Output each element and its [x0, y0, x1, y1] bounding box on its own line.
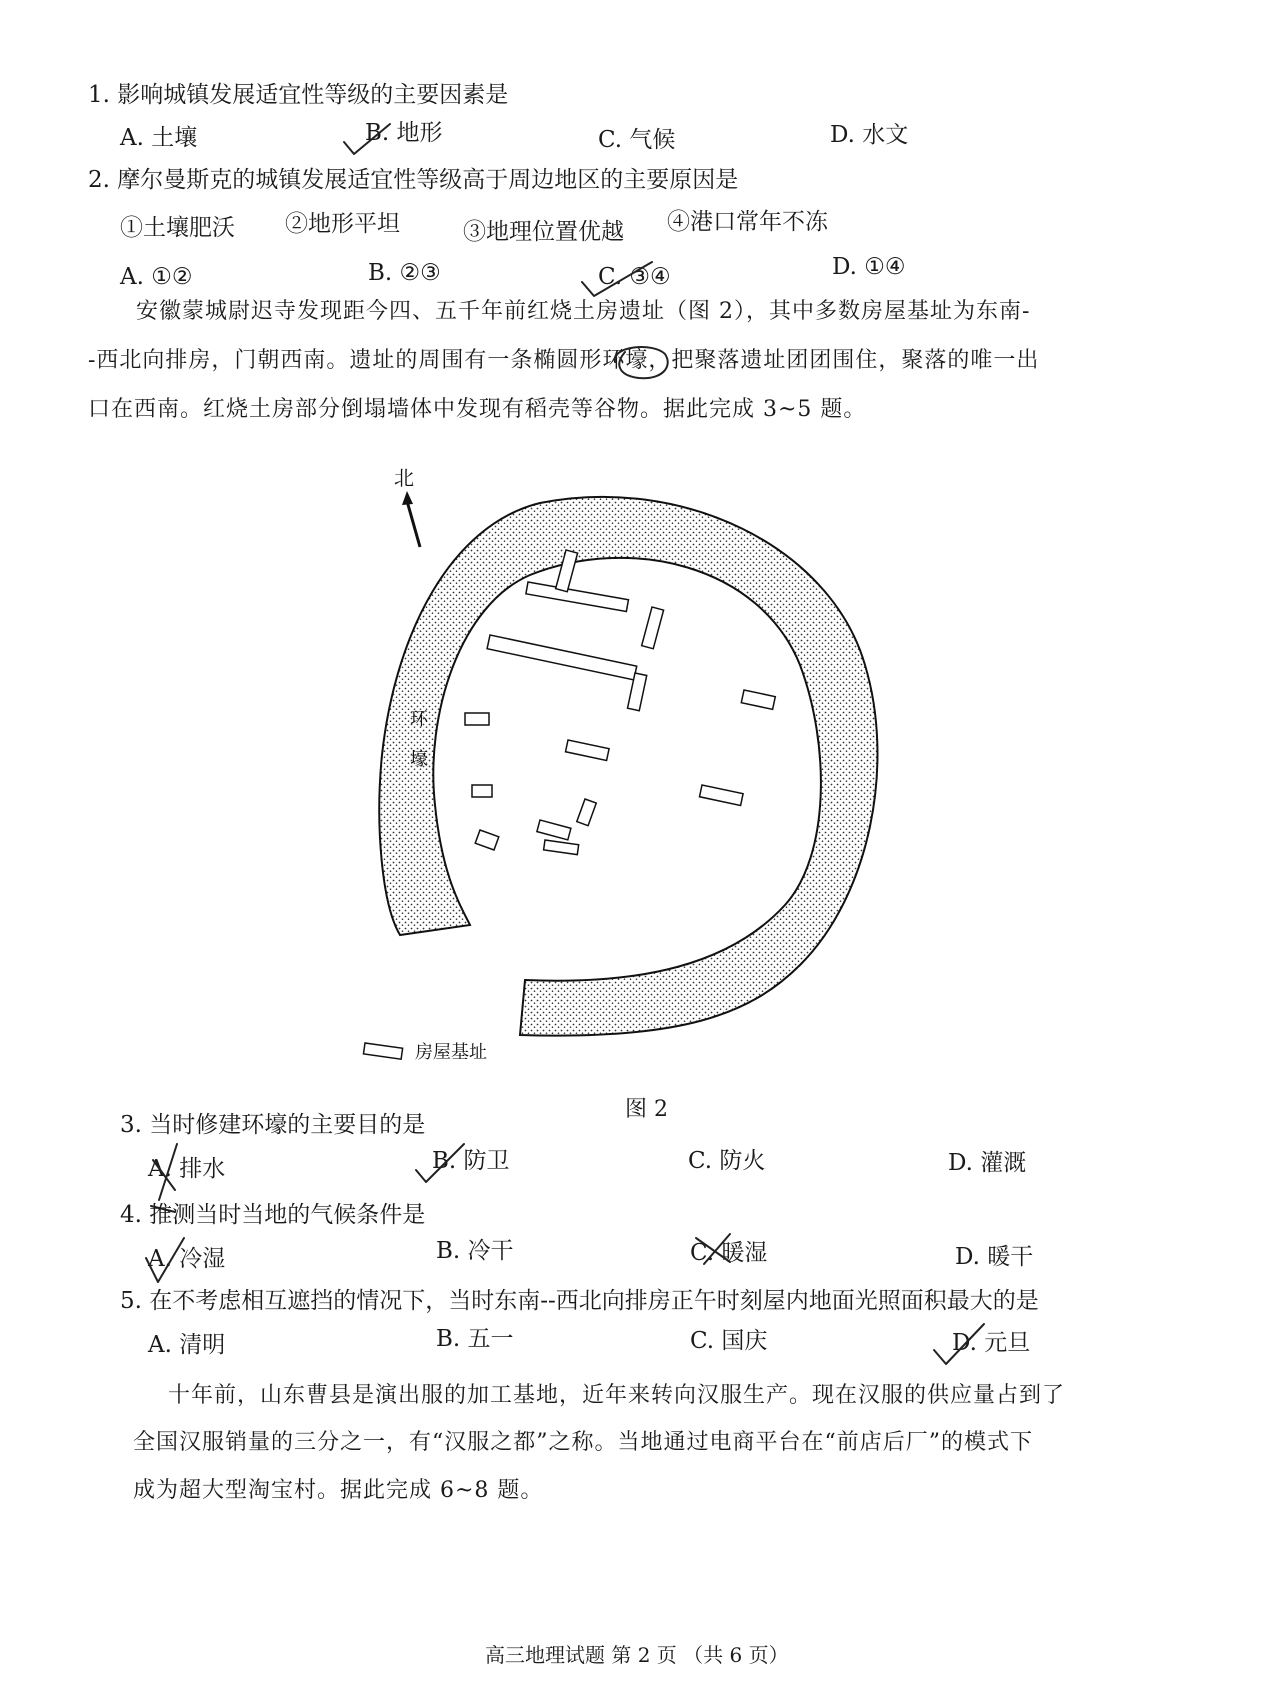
q5-option-d[interactable]: D. 元旦: [952, 1330, 1031, 1356]
house-block-2: [741, 690, 775, 709]
q3-option-d[interactable]: D. 灌溉: [948, 1150, 1027, 1176]
q5-option-b[interactable]: B. 五一: [436, 1326, 514, 1352]
question-3-stem: 3. 当时修建环壕的主要目的是: [120, 1112, 426, 1138]
passage-1-line-1: 安徽蒙城尉迟寺发现距今四、五千年前红烧土房遗址（图 2），其中多数房屋基址为东南-: [136, 299, 1031, 324]
site-map-figure: [380, 466, 900, 1095]
q2-option-a[interactable]: A. ①②: [120, 264, 193, 290]
house-block-4: [700, 785, 744, 805]
passage-1-line-2: -西北向排房，门朝西南。遗址的周围有一条椭圆形环壕，把聚落遗址团团围住，聚落的唯一出: [88, 348, 1040, 373]
q2-option-b[interactable]: B. ②③: [368, 260, 441, 286]
figure-caption: 图 2: [625, 1097, 668, 1122]
q3-option-b[interactable]: B. 防卫: [432, 1148, 510, 1174]
q4-option-a[interactable]: A. 冷湿: [148, 1246, 226, 1272]
q2-statement-1: ①土壤肥沃: [120, 215, 235, 241]
house-block-9: [544, 840, 579, 855]
passage-1-line-3: 口在西南。红烧土房部分倒塌墙体中发现有稻壳等谷物。据此完成 3~5 题。: [88, 397, 867, 422]
page-footer: 高三地理试题 第 2 页 （共 6 页）: [485, 1643, 789, 1667]
q5-option-a[interactable]: A. 清明: [148, 1332, 226, 1358]
question-5-stem: 5. 在不考虑相互遮挡的情况下，当时东南--西北向排房正午时刻屋内地面光照面积最大的是: [120, 1288, 1039, 1314]
q4-option-b[interactable]: B. 冷干: [436, 1238, 514, 1264]
passage-2-line-1: 十年前，山东曹县是演出服的加工基地，近年来转向汉服生产。现在汉服的供应量占到了: [168, 1383, 1066, 1408]
q1-option-d[interactable]: D. 水文: [830, 122, 909, 148]
q2-option-d[interactable]: D. ①④: [832, 254, 906, 280]
legend: [363, 1042, 487, 1063]
q1-option-b[interactable]: B. 地形: [365, 120, 443, 146]
moat-ring: [379, 497, 877, 1036]
house-column-2: [642, 607, 664, 649]
q2-option-c[interactable]: C. ③④: [598, 264, 671, 290]
q2-statement-4: ④港口常年不冻: [667, 209, 828, 235]
house-block-8: [577, 799, 596, 826]
house-row-2: [487, 635, 637, 680]
q5-option-c[interactable]: C. 国庆: [690, 1328, 768, 1354]
north-label: 北: [394, 466, 414, 490]
passage-2-line-2: 全国汉服销量的三分之一，有“汉服之都”之称。当地通过电商平台在“前店后厂”的模式下: [133, 1430, 1033, 1455]
house-block-3: [566, 740, 610, 760]
q4-option-d[interactable]: D. 暖干: [955, 1244, 1034, 1270]
passage-2-line-3: 成为超大型淘宝村。据此完成 6~8 题。: [133, 1478, 544, 1503]
q3-option-a[interactable]: A. 排水: [148, 1156, 226, 1182]
moat-label-2: 壕: [410, 749, 428, 770]
house-block-6: [475, 830, 499, 850]
q2-statement-2: ②地形平坦: [285, 211, 400, 237]
moat-label-1: 环: [410, 709, 428, 730]
house-block-7: [537, 820, 571, 840]
house-row-1: [526, 582, 629, 612]
house-block-5: [472, 785, 492, 797]
question-1-stem: 1. 影响城镇发展适宜性等级的主要因素是: [88, 82, 509, 108]
question-4-stem: 4. 推测当时当地的气候条件是: [120, 1202, 426, 1228]
house-rows: [465, 550, 775, 855]
question-2-stem: 2. 摩尔曼斯克的城镇发展适宜性等级高于周边地区的主要原因是: [88, 167, 739, 193]
q1-option-c[interactable]: C. 气候: [598, 127, 676, 153]
house-block-1: [465, 713, 489, 725]
q4-option-c[interactable]: C. 暖湿: [690, 1240, 768, 1266]
q1-option-a[interactable]: A. 土壤: [120, 125, 198, 151]
q3-option-c[interactable]: C. 防火: [688, 1148, 766, 1174]
q2-statement-3: ③地理位置优越: [463, 219, 624, 245]
north-arrow: [394, 466, 420, 547]
legend-label: 房屋基址: [415, 1042, 487, 1063]
